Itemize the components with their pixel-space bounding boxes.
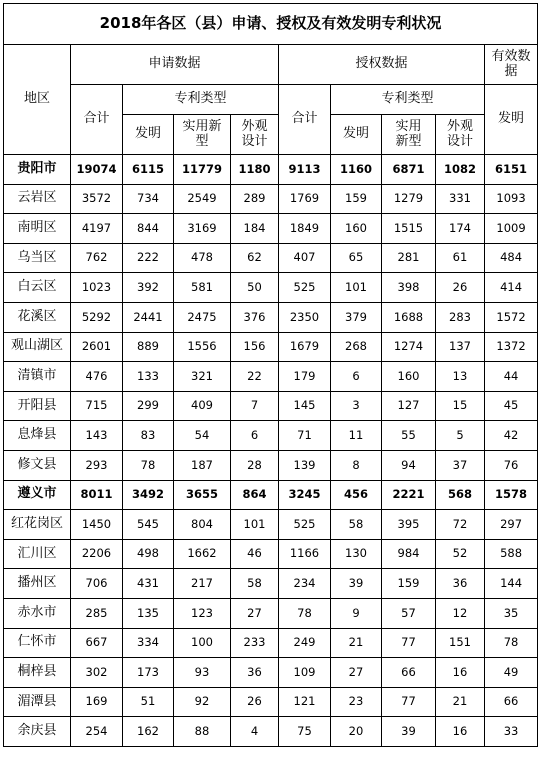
table-cell: 156	[231, 332, 279, 362]
region-name: 修文县	[4, 450, 71, 480]
region-name: 息烽县	[4, 421, 71, 451]
table-cell: 864	[231, 480, 279, 510]
table-cell: 1662	[174, 539, 231, 569]
table-cell: 283	[436, 302, 485, 332]
table-cell: 184	[231, 214, 279, 244]
table-cell: 4	[231, 717, 279, 747]
table-cell: 525	[279, 510, 331, 540]
table-row	[4, 717, 538, 747]
region-name: 遵义市	[4, 480, 71, 510]
table-row	[4, 628, 538, 658]
region-name: 贵阳市	[4, 155, 71, 185]
table-cell: 715	[71, 391, 123, 421]
table-cell: 101	[331, 273, 382, 303]
table-cell: 187	[174, 450, 231, 480]
table-cell: 54	[174, 421, 231, 451]
table-cell: 23	[331, 687, 382, 717]
table-cell: 484	[485, 243, 538, 273]
table-cell: 92	[174, 687, 231, 717]
table-row	[4, 598, 538, 628]
table-cell: 1450	[71, 510, 123, 540]
table-cell: 7	[231, 391, 279, 421]
region-name: 湄潭县	[4, 687, 71, 717]
table-cell: 71	[279, 421, 331, 451]
grant-group-header: 授权数据	[279, 45, 485, 85]
table-cell: 57	[382, 598, 436, 628]
table-cell: 61	[436, 243, 485, 273]
table-cell: 302	[71, 658, 123, 688]
table-cell: 293	[71, 450, 123, 480]
table-cell: 3655	[174, 480, 231, 510]
table-cell: 6	[331, 362, 382, 392]
region-name: 赤水市	[4, 598, 71, 628]
table-cell: 762	[71, 243, 123, 273]
region-name: 观山湖区	[4, 332, 71, 362]
table-cell: 2441	[123, 302, 174, 332]
table-cell: 160	[382, 362, 436, 392]
table-cell: 121	[279, 687, 331, 717]
table-cell: 588	[485, 539, 538, 569]
valid-invention-header: 发明	[485, 85, 538, 155]
table-cell: 39	[382, 717, 436, 747]
table-row	[4, 243, 538, 273]
table-cell: 2350	[279, 302, 331, 332]
table-cell: 734	[123, 184, 174, 214]
table-cell: 299	[123, 391, 174, 421]
table-cell: 889	[123, 332, 174, 362]
table-cell: 409	[174, 391, 231, 421]
table-cell: 1093	[485, 184, 538, 214]
table-cell: 139	[279, 450, 331, 480]
table-row	[4, 155, 538, 185]
table-cell: 62	[231, 243, 279, 273]
region-name: 云岩区	[4, 184, 71, 214]
table-row	[4, 332, 538, 362]
table-cell: 706	[71, 569, 123, 599]
table-cell: 162	[123, 717, 174, 747]
table-cell: 321	[174, 362, 231, 392]
table-cell: 581	[174, 273, 231, 303]
table-cell: 135	[123, 598, 174, 628]
table-cell: 94	[382, 450, 436, 480]
region-name: 花溪区	[4, 302, 71, 332]
table-cell: 144	[485, 569, 538, 599]
table-cell: 3492	[123, 480, 174, 510]
table-cell: 37	[436, 450, 485, 480]
table-cell: 5292	[71, 302, 123, 332]
table-cell: 1679	[279, 332, 331, 362]
table-row	[4, 450, 538, 480]
table-cell: 130	[331, 539, 382, 569]
table-cell: 525	[279, 273, 331, 303]
table-cell: 39	[331, 569, 382, 599]
table-cell: 19074	[71, 155, 123, 185]
table-cell: 254	[71, 717, 123, 747]
table-row	[4, 658, 538, 688]
apply-total-header: 合计	[71, 85, 123, 155]
table-cell: 545	[123, 510, 174, 540]
table-cell: 127	[382, 391, 436, 421]
table-cell: 26	[436, 273, 485, 303]
table-row	[4, 539, 538, 569]
table-cell: 159	[382, 569, 436, 599]
region-name: 桐梓县	[4, 658, 71, 688]
table-cell: 217	[174, 569, 231, 599]
table-cell: 16	[436, 717, 485, 747]
apply-group-header: 申请数据	[71, 45, 279, 85]
table-cell: 72	[436, 510, 485, 540]
region-name: 乌当区	[4, 243, 71, 273]
table-cell: 16	[436, 658, 485, 688]
table-cell: 568	[436, 480, 485, 510]
table-title: 2018年各区（县）申请、授权及有效发明专利状况	[4, 4, 538, 45]
table-cell: 52	[436, 539, 485, 569]
table-cell: 55	[382, 421, 436, 451]
table-cell: 143	[71, 421, 123, 451]
table-cell: 407	[279, 243, 331, 273]
table-cell: 1009	[485, 214, 538, 244]
table-cell: 151	[436, 628, 485, 658]
table-cell: 21	[331, 628, 382, 658]
apply-utility-header: 实用新型	[174, 115, 231, 155]
table-cell: 249	[279, 628, 331, 658]
table-cell: 804	[174, 510, 231, 540]
table-cell: 6871	[382, 155, 436, 185]
table-cell: 44	[485, 362, 538, 392]
table-cell: 456	[331, 480, 382, 510]
table-cell: 1849	[279, 214, 331, 244]
table-cell: 46	[231, 539, 279, 569]
table-cell: 234	[279, 569, 331, 599]
table-cell: 331	[436, 184, 485, 214]
table-cell: 431	[123, 569, 174, 599]
region-name: 仁怀市	[4, 628, 71, 658]
table-row	[4, 510, 538, 540]
region-name: 汇川区	[4, 539, 71, 569]
table-cell: 35	[485, 598, 538, 628]
table-cell: 3	[331, 391, 382, 421]
table-cell: 2601	[71, 332, 123, 362]
table-cell: 984	[382, 539, 436, 569]
table-cell: 667	[71, 628, 123, 658]
region-name: 白云区	[4, 273, 71, 303]
table-cell: 8011	[71, 480, 123, 510]
table-cell: 11	[331, 421, 382, 451]
table-cell: 1279	[382, 184, 436, 214]
table-cell: 20	[331, 717, 382, 747]
table-cell: 145	[279, 391, 331, 421]
table-cell: 1688	[382, 302, 436, 332]
table-cell: 1180	[231, 155, 279, 185]
table-cell: 109	[279, 658, 331, 688]
table-row	[4, 214, 538, 244]
grant-type-header: 专利类型	[331, 85, 485, 115]
table-cell: 174	[436, 214, 485, 244]
table-cell: 9113	[279, 155, 331, 185]
region-name: 清镇市	[4, 362, 71, 392]
table-cell: 1515	[382, 214, 436, 244]
table-cell: 78	[279, 598, 331, 628]
table-cell: 6115	[123, 155, 174, 185]
table-cell: 478	[174, 243, 231, 273]
table-row	[4, 480, 538, 510]
grant-design-header: 外观设计	[436, 115, 485, 155]
region-name: 红花岗区	[4, 510, 71, 540]
table-row	[4, 687, 538, 717]
table-cell: 76	[485, 450, 538, 480]
table-cell: 1023	[71, 273, 123, 303]
table-cell: 123	[174, 598, 231, 628]
table-cell: 36	[436, 569, 485, 599]
grant-total-header: 合计	[279, 85, 331, 155]
table-cell: 5	[436, 421, 485, 451]
table-cell: 159	[331, 184, 382, 214]
table-cell: 285	[71, 598, 123, 628]
table-cell: 83	[123, 421, 174, 451]
table-cell: 2549	[174, 184, 231, 214]
table-cell: 844	[123, 214, 174, 244]
table-cell: 137	[436, 332, 485, 362]
table-cell: 58	[331, 510, 382, 540]
valid-group-header: 有效数据	[485, 45, 538, 85]
table-cell: 379	[331, 302, 382, 332]
table-cell: 2475	[174, 302, 231, 332]
patent-table	[3, 3, 538, 747]
table-cell: 1274	[382, 332, 436, 362]
table-cell: 36	[231, 658, 279, 688]
table-row	[4, 184, 538, 214]
table-cell: 1160	[331, 155, 382, 185]
table-cell: 268	[331, 332, 382, 362]
table-cell: 78	[123, 450, 174, 480]
table-cell: 21	[436, 687, 485, 717]
table-cell: 12	[436, 598, 485, 628]
table-cell: 2206	[71, 539, 123, 569]
apply-design-header: 外观设计	[231, 115, 279, 155]
table-cell: 45	[485, 391, 538, 421]
table-row	[4, 421, 538, 451]
table-cell: 1372	[485, 332, 538, 362]
table-cell: 1769	[279, 184, 331, 214]
table-cell: 77	[382, 628, 436, 658]
region-name: 南明区	[4, 214, 71, 244]
table-row	[4, 302, 538, 332]
table-cell: 395	[382, 510, 436, 540]
table-row	[4, 273, 538, 303]
table-cell: 1082	[436, 155, 485, 185]
table-cell: 50	[231, 273, 279, 303]
table-cell: 13	[436, 362, 485, 392]
table-cell: 398	[382, 273, 436, 303]
table-cell: 66	[382, 658, 436, 688]
table-row	[4, 569, 538, 599]
table-cell: 22	[231, 362, 279, 392]
table-cell: 169	[71, 687, 123, 717]
table-cell: 6	[231, 421, 279, 451]
table-cell: 289	[231, 184, 279, 214]
table-cell: 222	[123, 243, 174, 273]
table-cell: 27	[331, 658, 382, 688]
grant-utility-header: 实用新型	[382, 115, 436, 155]
table-cell: 101	[231, 510, 279, 540]
table-cell: 15	[436, 391, 485, 421]
table-row	[4, 391, 538, 421]
table-cell: 392	[123, 273, 174, 303]
table-cell: 281	[382, 243, 436, 273]
table-cell: 1166	[279, 539, 331, 569]
table-cell: 8	[331, 450, 382, 480]
table-cell: 1556	[174, 332, 231, 362]
region-name: 余庆县	[4, 717, 71, 747]
table-cell: 100	[174, 628, 231, 658]
table-cell: 2221	[382, 480, 436, 510]
table-cell: 173	[123, 658, 174, 688]
table-cell: 33	[485, 717, 538, 747]
table-cell: 3572	[71, 184, 123, 214]
table-cell: 11779	[174, 155, 231, 185]
table-cell: 88	[174, 717, 231, 747]
table-cell: 476	[71, 362, 123, 392]
table-cell: 233	[231, 628, 279, 658]
apply-type-header: 专利类型	[123, 85, 279, 115]
table-cell: 6151	[485, 155, 538, 185]
table-cell: 75	[279, 717, 331, 747]
table-cell: 414	[485, 273, 538, 303]
table-cell: 376	[231, 302, 279, 332]
grant-invention-header: 发明	[331, 115, 382, 155]
table-cell: 49	[485, 658, 538, 688]
table-cell: 77	[382, 687, 436, 717]
table-cell: 179	[279, 362, 331, 392]
table-cell: 498	[123, 539, 174, 569]
apply-invention-header: 发明	[123, 115, 174, 155]
table-cell: 78	[485, 628, 538, 658]
table-cell: 1578	[485, 480, 538, 510]
table-cell: 1572	[485, 302, 538, 332]
table-cell: 58	[231, 569, 279, 599]
table-cell: 4197	[71, 214, 123, 244]
table-cell: 66	[485, 687, 538, 717]
table-cell: 3169	[174, 214, 231, 244]
region-name: 开阳县	[4, 391, 71, 421]
table-cell: 51	[123, 687, 174, 717]
table-cell: 160	[331, 214, 382, 244]
table-cell: 93	[174, 658, 231, 688]
table-cell: 28	[231, 450, 279, 480]
table-cell: 42	[485, 421, 538, 451]
region-header: 地区	[4, 45, 71, 155]
table-cell: 26	[231, 687, 279, 717]
table-cell: 297	[485, 510, 538, 540]
table-cell: 133	[123, 362, 174, 392]
table-cell: 334	[123, 628, 174, 658]
table-cell: 9	[331, 598, 382, 628]
table-cell: 65	[331, 243, 382, 273]
table-cell: 27	[231, 598, 279, 628]
table-cell: 3245	[279, 480, 331, 510]
table-row	[4, 362, 538, 392]
region-name: 播州区	[4, 569, 71, 599]
